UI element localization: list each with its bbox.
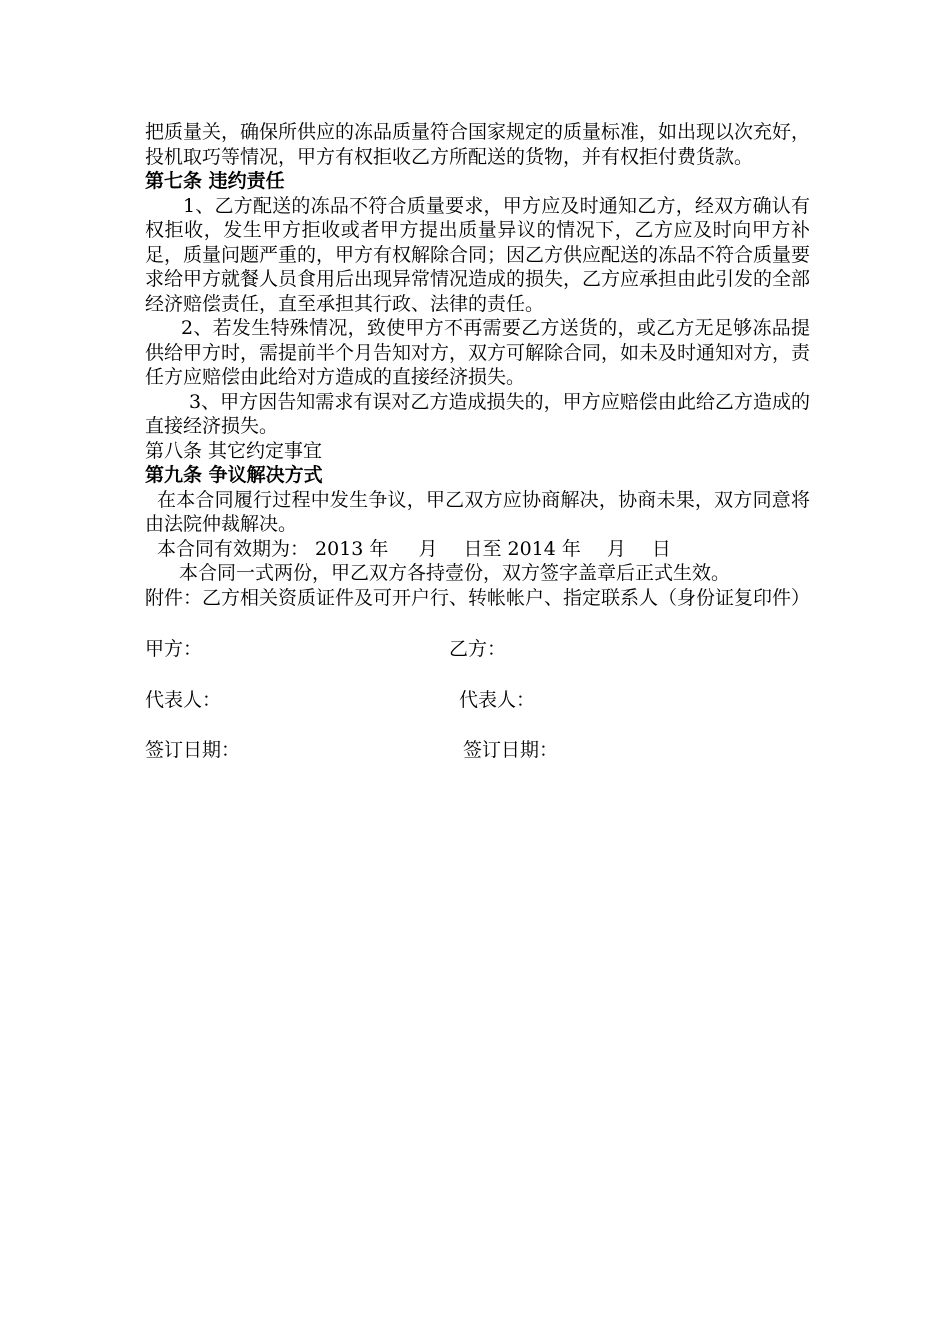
copies-clause: 本合同一式两份，甲乙双方各持壹份，双方签字盖章后正式生效。	[179, 562, 731, 584]
sign-date-b-label: 签订日期：	[463, 739, 559, 761]
signature-row-representative	[145, 688, 810, 713]
article-7-item-1: 1、乙方配送的冻品不符合质量要求，甲方应及时通知乙方，经双方确认有权拒收，发生甲方拒收或者甲方提出质量异议的情况下，乙方应及时向甲方补足，质量问题严重的，甲方有权解除合同；因乙方供应配送的冻品不符合质量要求给甲方就餐人员食用后出现异常情况造成的损失，乙方应承担由此引发的全部经济赔偿责任，直至承担其行政、法律的责任。	[145, 194, 811, 315]
signature-row-date	[145, 738, 810, 763]
article-7-item-3: 3、甲方因告知需求有误对乙方造成损失的，甲方应赔偿由此给乙方造成的直接经济损失。	[145, 390, 810, 437]
attachment-note: 附件：乙方相关资质证件及可开户行、转帐帐户、指定联系人（身份证复印件）	[145, 586, 811, 609]
validity-month-2: 月	[606, 537, 626, 560]
article-7-item-2: 2、若发生特殊情况，致使甲方不再需要乙方送货的，或乙方无足够冻品提供给甲方时，需提前半个月告知对方，双方可解除合同，如未及时通知对方，责任方应赔偿由此给对方造成的直接经济损失。	[145, 317, 811, 388]
sign-date-a-label: 签订日期：	[145, 739, 241, 761]
validity-month-1: 月	[418, 537, 438, 560]
contract-page	[145, 120, 810, 763]
article-7-title: 第七条 违约责任	[145, 170, 285, 192]
validity-mid: 日至 2014 年	[463, 537, 581, 560]
signature-row-party	[145, 637, 810, 662]
validity-prefix: 本合同有效期为： 2013 年	[157, 537, 389, 560]
article-9-text: 在本合同履行过程中发生争议，甲乙双方应协商解决，协商未果，双方同意将由法院仲裁解决。	[145, 488, 810, 535]
party-b-label: 乙方：	[449, 638, 507, 660]
party-a-label: 甲方：	[145, 638, 203, 660]
continued-paragraph: 把质量关，确保所供应的冻品质量符合国家规定的质量标准，如出现以次充好，投机取巧等情况，甲方有权拒收乙方所配送的货物，并有权拒付费货款。	[145, 121, 811, 168]
article-8-title: 第八条 其它约定事宜	[145, 439, 323, 462]
validity-period	[145, 537, 810, 562]
representative-a-label: 代表人：	[145, 688, 222, 711]
representative-b-label: 代表人：	[459, 688, 536, 711]
validity-day-2: 日	[651, 537, 671, 560]
article-9-title: 第九条 争议解决方式	[145, 464, 323, 486]
